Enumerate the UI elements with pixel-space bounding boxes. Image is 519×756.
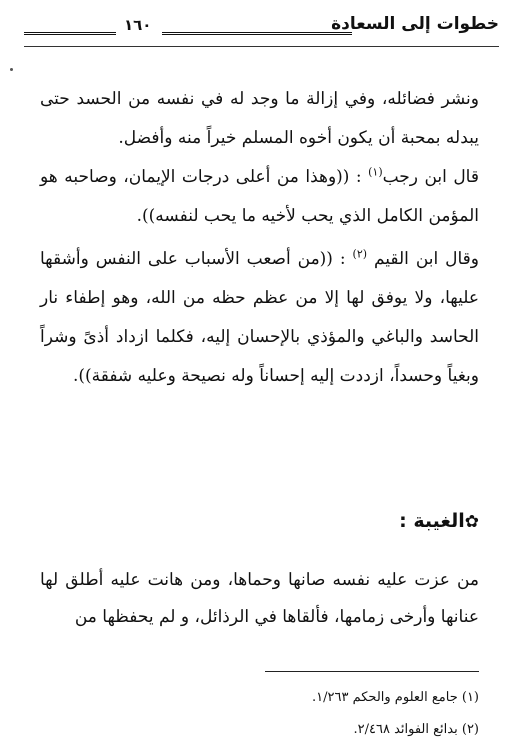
section-title: الغيبة : bbox=[399, 510, 465, 532]
paragraph-3: وقال ابن القيم $^{(٢)}$ : ((من أصعب الأسباب على النفس وأشقها عليها، ولا يوفق لها إلا من عظم حظه من الله، وهو إطفاء نار الحاسد والباغي والمؤذي بالإحسان إليه، فكلما ازداد أذىً وشراً وبغياً وحسداً، ازددت إليه إحساناً وله نصيحة وعليه شفقة)). bbox=[40, 247, 479, 386]
footnote-2: (٢) بدائع الفوائد ٢/٤٦٨. bbox=[353, 722, 479, 737]
section-text: من عزت عليه نفسه صانها وحماها، ومن هانت عليه أطلق لها عنانها وأرخى زمامها، فألقاها في الرذائل، و لم يحفظها من bbox=[40, 570, 479, 627]
page-number: ١٦٠ bbox=[124, 16, 152, 34]
footnote-ref-2: (٢) bbox=[352, 247, 368, 261]
paragraph-1: ونشر فضائله، وفي إزالة ما وجد له في نفسه من الحسد حتى يبدله بمحبة أن يكون أخوه المسلم خيراً منه وأفضل. bbox=[40, 89, 479, 148]
paragraph-2: قال ابن رجب$^{(١)}$ : ((وهذا من أعلى درجات الإيمان، وصاحبه هو المؤمن الكامل الذي يحب لأخيه ما يحب لنفسه)). bbox=[40, 165, 479, 226]
footnotes bbox=[40, 682, 479, 746]
quote2-lead: وقال ابن القيم bbox=[373, 249, 479, 269]
quote2-text: ((من أصعب الأسباب على النفس وأشقها عليها، ولا يوفق لها إلا من عظم حظه من الله، وهو إطفاء نار الحاسد والباغي والمؤذي بالإحسان إليه، فكلما ازداد أذىً وشراً وبغياً وحسداً، ازددت إليه إحساناً وله نصيحة وعليه شفقة)). bbox=[40, 249, 479, 386]
footnote-ref-1: (١) bbox=[368, 165, 383, 179]
header-rule-middle bbox=[162, 32, 352, 35]
scan-speck bbox=[10, 68, 13, 71]
header-rule-left bbox=[24, 32, 116, 35]
book-title: خطوات إلى السعادة bbox=[331, 14, 499, 34]
footnote-separator bbox=[265, 671, 479, 672]
quote1-lead: قال ابن رجب bbox=[382, 167, 479, 187]
flower-bullet-icon: ✿ bbox=[464, 512, 479, 532]
footnote-1: (١) جامع العلوم والحكم ١/٢٦٣. bbox=[312, 690, 479, 705]
quote1-text: ((وهذا من أعلى درجات الإيمان، وصاحبه هو المؤمن الكامل الذي يحب لأخيه ما يحب لنفسه)). bbox=[40, 167, 479, 226]
header-underline bbox=[24, 46, 499, 47]
running-header bbox=[24, 14, 499, 48]
section-heading bbox=[40, 510, 479, 532]
main-text bbox=[40, 80, 479, 396]
